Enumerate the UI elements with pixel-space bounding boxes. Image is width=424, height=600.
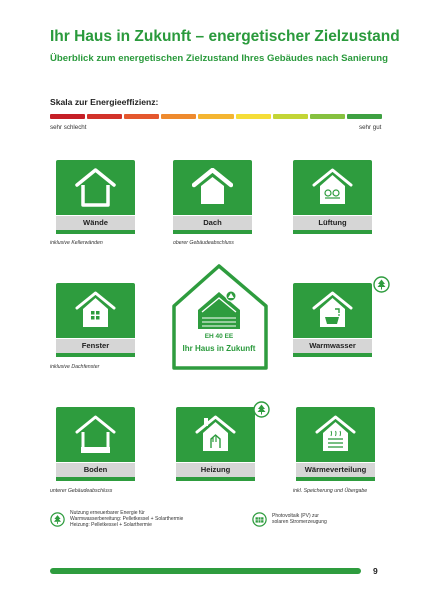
renewable-tree-badge-icon <box>373 276 390 293</box>
house-walls-icon <box>75 168 116 208</box>
card-waermeverteilung-note: inkl. Speicherung und Übergabe <box>293 488 368 494</box>
house-heating-icon <box>195 415 236 455</box>
card-lueftung-label: Lüftung <box>293 216 372 234</box>
card-warmwasser-panel <box>293 283 372 338</box>
efficiency-class: EH 40 EE <box>204 333 234 340</box>
page-number: 9 <box>373 566 378 576</box>
card-waende-note: inklusive Kellerwänden <box>50 240 103 246</box>
scale-segment-2 <box>87 114 122 119</box>
card-heizung-label: Heizung <box>176 463 255 481</box>
scale-max-label: sehr gut <box>359 124 382 131</box>
efficiency-scale-bar <box>50 114 382 119</box>
scale-segment-8 <box>310 114 345 119</box>
pv-legend-line-1: Photovoltaik (PV) zur <box>272 513 319 519</box>
scale-label: Skala zur Energieeffizienz: <box>50 97 159 107</box>
footer-bar <box>50 568 361 574</box>
renewable-tree-badge-icon <box>253 401 270 418</box>
scale-segment-4 <box>161 114 196 119</box>
page-subtitle: Überblick zum energetischen Zielzustand Ihres Gebäudes nach Sanierung <box>50 53 389 64</box>
renewable-legend-line-1: Nutzung erneuerbarer Energie für <box>70 510 145 516</box>
card-waermeverteilung-label: Wärmeverteilung <box>296 463 375 481</box>
photovoltaic-legend-text <box>272 513 327 525</box>
house-ventilation-icon <box>312 168 353 208</box>
house-window-icon <box>75 291 116 331</box>
card-warmwasser <box>293 283 372 357</box>
scale-segment-1 <box>50 114 85 119</box>
card-waende-panel <box>56 160 135 215</box>
house-distribution-icon <box>315 415 356 455</box>
house-hotwater-icon <box>312 291 353 331</box>
card-dach-label: Dach <box>173 216 252 234</box>
card-lueftung <box>293 160 372 234</box>
renewable-legend-text <box>70 510 183 529</box>
card-boden <box>56 407 135 481</box>
future-house-label: Ihr Haus in Zukunft <box>182 344 256 353</box>
scale-min-label: sehr schlecht <box>50 124 87 131</box>
scale-segment-9 <box>347 114 382 119</box>
page-title: Ihr Haus in Zukunft – energetischer Zielzustand <box>50 28 400 45</box>
scale-segment-6 <box>236 114 271 119</box>
house-floor-icon <box>75 415 116 455</box>
card-dach-note: oberer Gebäudeabschluss <box>173 240 234 246</box>
photovoltaic-legend-icon <box>252 512 267 527</box>
card-fenster-note: inklusive Dachfenster <box>50 364 100 370</box>
card-boden-label: Boden <box>56 463 135 481</box>
pv-legend-line-2: solaren Stromerzeugung <box>272 519 327 526</box>
card-waende-label: Wände <box>56 216 135 234</box>
house-roof-icon <box>192 168 233 208</box>
card-waermeverteilung <box>296 407 375 481</box>
card-boden-panel <box>56 407 135 462</box>
card-waende <box>56 160 135 234</box>
card-boden-note: unterer Gebäudeabschluss <box>50 488 113 494</box>
card-warmwasser-label: Warmwasser <box>293 339 372 357</box>
scale-segment-3 <box>124 114 159 119</box>
card-fenster <box>56 283 135 357</box>
card-waermeverteilung-panel <box>296 407 375 462</box>
card-heizung-panel <box>176 407 255 462</box>
card-dach-panel <box>173 160 252 215</box>
card-heizung <box>176 407 255 481</box>
card-fenster-panel <box>56 283 135 338</box>
scale-segment-5 <box>198 114 233 119</box>
renewable-legend-line-3: Heizung: Pelletkessel + Solarthermie <box>70 522 152 529</box>
card-fenster-label: Fenster <box>56 339 135 357</box>
card-dach <box>173 160 252 234</box>
scale-segment-7 <box>273 114 308 119</box>
renewable-tree-legend-icon <box>50 512 65 527</box>
future-house-icon <box>168 262 270 372</box>
renewable-legend-line-2: Warmwasserbereitung: Pelletkessel + Solarthermie <box>70 516 184 523</box>
card-lueftung-panel <box>293 160 372 215</box>
